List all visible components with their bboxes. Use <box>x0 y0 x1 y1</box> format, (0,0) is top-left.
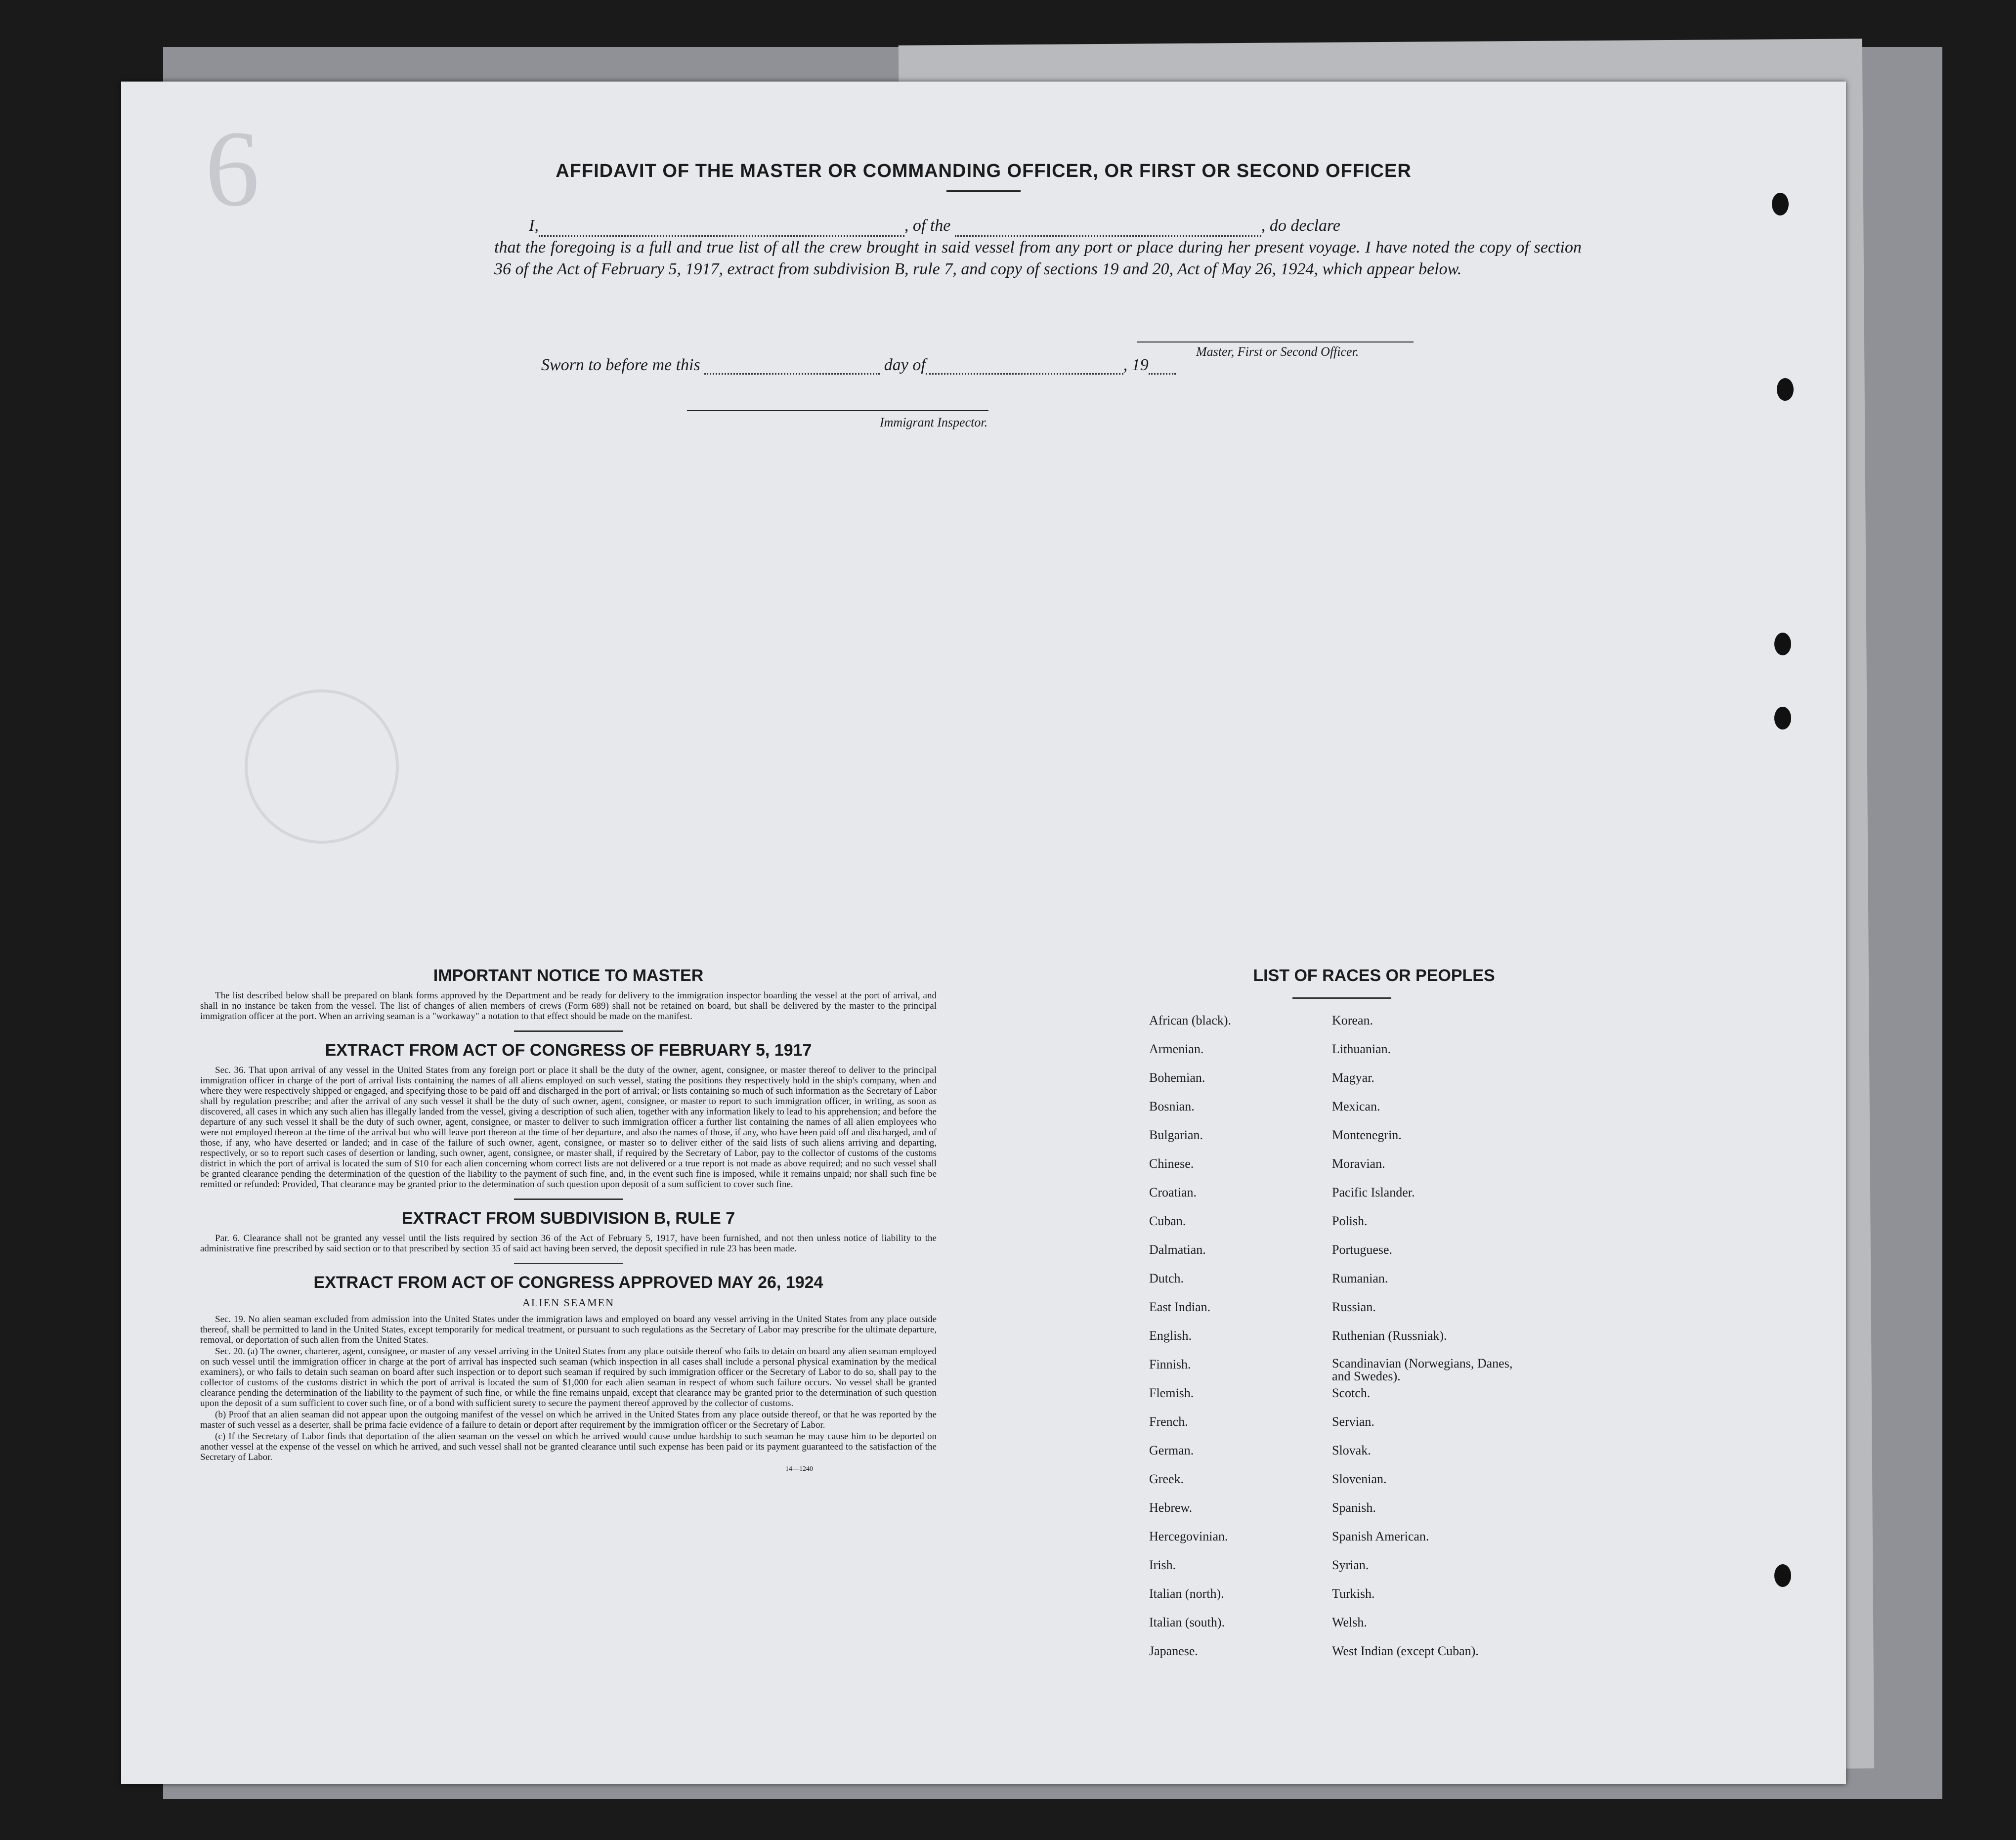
race-entry-left: Croatian. <box>1149 1185 1197 1199</box>
month-blank <box>926 358 1123 375</box>
race-entry-left: Japanese. <box>1149 1644 1198 1658</box>
race-entry-left: Cuban. <box>1149 1214 1186 1228</box>
name-blank <box>539 220 904 237</box>
sworn-text-c: , 19 <box>1123 356 1149 374</box>
separator <box>514 1263 623 1264</box>
race-row <box>1149 1472 1544 1500</box>
race-entry-left: Irish. <box>1149 1558 1176 1572</box>
race-entry-left: African (black). <box>1149 1013 1232 1027</box>
bleed-through-seal <box>245 689 399 844</box>
race-entry-right: Servian. <box>1332 1414 1374 1429</box>
sworn-text-b: day of <box>884 356 926 374</box>
affidavit-title: AFFIDAVIT OF THE MASTER OR COMMANDING OFFICER, OR FIRST OR SECOND OFFICER <box>556 161 1412 181</box>
race-row <box>1149 1214 1544 1242</box>
race-entry-left: Flemish. <box>1149 1386 1194 1400</box>
race-entry-right: Spanish American. <box>1332 1529 1429 1543</box>
races-title: LIST OF RACES OR PEOPLES <box>1253 966 1495 985</box>
race-entry-left: French. <box>1149 1414 1188 1429</box>
punch-hole <box>1777 378 1794 401</box>
race-entry-right: Scotch. <box>1332 1386 1371 1400</box>
affidavit-text <box>494 215 1582 280</box>
affidavit-of-the: , of the <box>904 216 951 235</box>
inspector-signature-line <box>687 410 988 411</box>
race-row <box>1149 1328 1544 1357</box>
punch-hole <box>1774 1564 1791 1587</box>
race-row <box>1149 1300 1544 1328</box>
race-entry-right: Magyar. <box>1332 1070 1374 1085</box>
race-row <box>1149 1500 1544 1529</box>
title-rule <box>946 190 1021 192</box>
race-entry-right: Slovenian. <box>1332 1472 1387 1486</box>
act-1924-sec20b: (b) Proof that an alien seaman did not appear upon the outgoing manifest of the vessel on which he arrived in the United States from any place outside thereof, or that he was reported by the master of such vessel as a deserter, shall be prima facie evidence of a failure to detain or deport after requirement by the immigration officer or the Secretary of Labor. <box>200 1410 937 1430</box>
punch-hole <box>1772 193 1789 215</box>
race-row <box>1149 1156 1544 1185</box>
signer-label: Master, First or Second Officer. <box>1196 344 1359 359</box>
race-entry-right: Mexican. <box>1332 1099 1380 1113</box>
vessel-blank <box>955 220 1261 237</box>
race-entry-left: Chinese. <box>1149 1156 1194 1171</box>
race-entry-right: Montenegrin. <box>1332 1128 1402 1142</box>
race-entry-right: Syrian. <box>1332 1558 1369 1572</box>
race-entry-left: Bosnian. <box>1149 1099 1195 1113</box>
race-row <box>1149 1586 1544 1615</box>
race-entry-right: Slovak. <box>1332 1443 1371 1457</box>
race-row <box>1149 1185 1544 1214</box>
race-entry-left: East Indian. <box>1149 1300 1211 1314</box>
race-entry-left: Hercegovinian. <box>1149 1529 1228 1543</box>
race-entry-right: Polish. <box>1332 1214 1368 1228</box>
inspector-label: Immigrant Inspector. <box>880 415 988 429</box>
race-row <box>1149 1529 1544 1558</box>
race-row <box>1149 1414 1544 1443</box>
race-row <box>1149 1242 1544 1271</box>
race-row <box>1149 1042 1544 1070</box>
affidavit-body: that the foregoing is a full and true list of all the crew brought in said vessel from any port or place during her present voyage. I have noted the copy of section 36 of the Act of February 5, 1917, extract from subdivision B, rule 7, and copy of sections 19 and 20, Act of May 26, 1924, which appear below. <box>494 238 1582 278</box>
race-row <box>1149 1013 1544 1042</box>
race-row <box>1149 1070 1544 1099</box>
subdivision-b-title: EXTRACT FROM SUBDIVISION B, RULE 7 <box>401 1209 735 1228</box>
bleed-through-mark: 6 <box>205 108 259 229</box>
act-1924-sec19: Sec. 19. No alien seaman excluded from admission into the United States under the immigration laws and employed on board any vessel arriving in the United States from any place outside thereof, shall be permitted to land in the United States, except temporarily for medical treatment, or pursuant to such regulations as the Secretary of Labor may prescribe for the ultimate departure, removal, or deportation of such alien from the United States. <box>200 1314 937 1345</box>
race-row <box>1149 1128 1544 1156</box>
race-row <box>1149 1357 1544 1386</box>
race-entry-right: Ruthenian (Russniak). <box>1332 1328 1447 1343</box>
race-entry-right: Portuguese. <box>1332 1242 1393 1257</box>
race-entry-left: Hebrew. <box>1149 1500 1193 1515</box>
act-1924-sec20a: Sec. 20. (a) The owner, charterer, agent, consignee, or master of any vessel arriving in the United States from any place outside thereof who fails to detain on board any alien seaman employed on such vessel until the immigration officer in charge at the port of arrival has inspected such seaman (which inspection in all cases shall include a personal physical examination by the medical examiners), or who fails to detain such seaman on board after such inspection or to deport such seaman if required by such immigration officer or the Secretary of Labor to do so, shall pay to the collector of customs of the customs district in which the port of arrival is located the sum of $1,000 for each alien seaman in respect of whom such failure occurs. No vessel shall be granted clearance pending the determination of the liability to the payment of such fine, or while the fine remains unpaid, except that clearance may be granted prior to the determination of such question upon the deposit of a sum sufficient to cover such fine, or of a bond with sufficient surety to secure the payment thereof approved by the collector of customs. <box>200 1346 937 1409</box>
race-row <box>1149 1386 1544 1414</box>
race-row <box>1149 1271 1544 1300</box>
race-entry-left: German. <box>1149 1443 1194 1457</box>
race-row <box>1149 1558 1544 1586</box>
race-entry-right: Korean. <box>1332 1013 1373 1027</box>
race-entry-right: Pacific Islander. <box>1332 1185 1415 1199</box>
subdivision-b-text: Par. 6. Clearance shall not be granted any vessel until the lists required by section 36 of the Act of February 5, 1917, have been furnished, and not then unless notice of liability to the administrative fine prescribed by said section or to that prescribed by section 35 of said act having been served, the deposit specified in rule 23 has been made. <box>200 1233 937 1254</box>
day-blank <box>704 358 880 375</box>
punch-hole <box>1774 707 1791 729</box>
race-row <box>1149 1443 1544 1472</box>
race-row <box>1149 1099 1544 1128</box>
race-entry-left: Finnish. <box>1149 1357 1191 1371</box>
act-1917-text: Sec. 36. That upon arrival of any vessel in the United States from any foreign port or place it shall be the duty of the owner, agent, consignee, or master thereof to deliver to the principal immigration officer in charge of the port of arrival lists containing the names of all aliens employed on such vessel, stating the positions they respectively hold in the ship's company, when and where they were respectively shipped or engaged, and specifying those to be paid off and discharged in the port of arrival; or lists containing so much of such information as the Secretary of Labor shall by regulation prescribe; and after the arrival of any such vessel it shall be the duty of such owner, agent, consignee, or master to report to such immigration officer, in writing, as soon as discovered, all cases in which any such alien has illegally landed from the vessel, giving a description of such alien, together with any information likely to lead to his apprehension; and before the departure of any such vessel it shall be the duty of such owner, agent, consignee, or master to deliver to such immigration officer a further list containing the names of all alien employees who were not employed thereon at the time of the arrival but who will leave port thereon at the time of her departure, and also the names of those, if any, who have been paid off and discharged, and of those, if any, who have deserted or landed; and in case of the failure of such owner, agent, consignee, or master so to deliver either of the said lists of such aliens arriving and departing, respectively, or so to report such cases of desertion or landing, such owner, agent, consignee, or master shall, if required by the Secretary of Labor, pay to the collector of customs of the customs district in which the port of arrival is located the sum of $10 for each alien concerning whom correct lists are not delivered or a true report is not made as above required; and no such vessel shall be granted clearance pending the determination of the question of the liability to the payment of such fine, and, in the event such fine is imposed, while it remains unpaid; nor shall such fine be remitted or refunded: Provided, That clearance may be granted prior to the determination of such question upon deposit of a sum sufficient to cover such fine. <box>200 1065 937 1190</box>
bleed-through <box>121 82 1846 1784</box>
race-entry-left: English. <box>1149 1328 1192 1343</box>
act-1924-title: EXTRACT FROM ACT OF CONGRESS APPROVED MAY 26, 1924 <box>313 1273 823 1292</box>
act-1924-sec20c: (c) If the Secretary of Labor finds that deportation of the alien seaman on the vessel on which he arrived would cause undue hardship to such seaman he may cause him to be deported on another vessel at the expense of the vessel on which he arrived, and such vessel shall not be granted clearance until such expense has been paid or its payment guaranteed to the satisfaction of the Secretary of Labor. <box>200 1431 937 1462</box>
act-1924-subtitle: ALIEN SEAMEN <box>522 1296 614 1309</box>
notices-column <box>200 966 937 1473</box>
race-row <box>1149 1615 1544 1644</box>
affidavit-i: I, <box>529 216 539 235</box>
race-entry-left: Italian (south). <box>1149 1615 1225 1629</box>
sworn-line <box>541 356 1176 375</box>
races-rule <box>1292 997 1391 999</box>
race-entry-left: Italian (north). <box>1149 1586 1224 1601</box>
race-entry-right: West Indian (except Cuban). <box>1332 1644 1479 1658</box>
notice-text: The list described below shall be prepared on blank forms approved by the Department and be ready for delivery to the immigration inspector boarding the vessel at the port of arrival, and shall in no instance be taken from the vessel. The list of changes of alien members of crews (Form 689) shall not be retained on board, but shall be delivered by the master to the principal immigration officer at the port. When an arriving seaman is a "workaway" a notation to that effect should be made on the manifest. <box>200 990 937 1022</box>
form-number: 14—1240 <box>785 1465 813 1473</box>
separator <box>514 1198 623 1200</box>
race-entry-right: Lithuanian. <box>1332 1042 1391 1056</box>
race-entry-left: Dutch. <box>1149 1271 1184 1285</box>
race-entry-left: Bulgarian. <box>1149 1128 1203 1142</box>
race-entry-right: Moravian. <box>1332 1156 1385 1171</box>
race-entry-right: Russian. <box>1332 1300 1376 1314</box>
race-entry-right: Rumanian. <box>1332 1271 1388 1285</box>
race-entry-right: Welsh. <box>1332 1615 1367 1629</box>
affidavit-line-1 <box>494 215 1582 237</box>
act-1917-title: EXTRACT FROM ACT OF CONGRESS OF FEBRUARY 5, 1917 <box>325 1041 812 1060</box>
race-entry-left: Armenian. <box>1149 1042 1204 1056</box>
race-entry-right: Turkish. <box>1332 1586 1375 1601</box>
form-page <box>121 82 1846 1784</box>
notice-title: IMPORTANT NOTICE TO MASTER <box>433 966 704 985</box>
year-blank <box>1149 358 1176 375</box>
separator <box>514 1030 623 1032</box>
race-entry-right: Spanish. <box>1332 1500 1376 1515</box>
race-entry-left: Bohemian. <box>1149 1070 1205 1085</box>
affidavit-declare: , do declare <box>1261 216 1341 235</box>
race-entry-left: Greek. <box>1149 1472 1184 1486</box>
race-row <box>1149 1644 1544 1672</box>
sworn-text-a: Sworn to before me this <box>541 356 700 374</box>
race-entry-left: Dalmatian. <box>1149 1242 1206 1257</box>
race-entry-right: Scandinavian (Norwegians, Danes, and Swedes). <box>1332 1356 1513 1383</box>
punch-hole <box>1774 633 1791 655</box>
